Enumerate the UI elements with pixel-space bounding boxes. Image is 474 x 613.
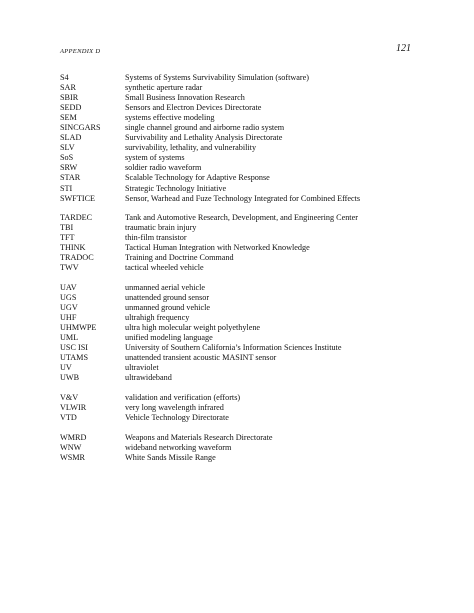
acronym-term: TRADOC bbox=[60, 253, 94, 263]
acronym-row bbox=[60, 293, 420, 303]
acronym-row bbox=[60, 83, 420, 93]
acronym-term: SEM bbox=[60, 113, 77, 123]
acronym-group bbox=[60, 73, 420, 204]
acronym-definition: wideband networking waveform bbox=[125, 442, 232, 452]
acronym-term: TWV bbox=[60, 263, 79, 273]
acronym-term: TBI bbox=[60, 223, 74, 233]
acronym-definition: ultrahigh frequency bbox=[125, 313, 190, 323]
acronym-row bbox=[60, 233, 420, 243]
acronym-term: SINCGARS bbox=[60, 123, 101, 133]
acronym-row bbox=[60, 123, 420, 133]
acronym-term: SLAD bbox=[60, 133, 82, 143]
acronym-definition: Small Business Innovation Research bbox=[125, 93, 245, 103]
acronym-definition: Survivability and Lethality Analysis Directorate bbox=[125, 133, 283, 143]
acronym-definition: ultra high molecular weight polyethylene bbox=[125, 323, 261, 333]
acronym-definition: system of systems bbox=[125, 153, 185, 163]
acronym-definition: thin-film transistor bbox=[125, 233, 187, 243]
acronym-term: WMRD bbox=[60, 432, 87, 442]
acronym-row bbox=[60, 93, 420, 103]
acronym-row bbox=[60, 353, 420, 363]
acronym-row bbox=[60, 403, 420, 413]
acronym-term: UV bbox=[60, 363, 72, 373]
acronym-definition: traumatic brain injury bbox=[125, 223, 197, 233]
acronym-definition: White Sands Missile Range bbox=[125, 452, 216, 462]
acronym-term: WNW bbox=[60, 442, 82, 452]
acronym-row bbox=[60, 433, 420, 443]
acronym-term: UML bbox=[60, 333, 79, 343]
acronym-term: UWB bbox=[60, 373, 80, 383]
acronym-row bbox=[60, 303, 420, 313]
acronym-definition: unmanned ground vehicle bbox=[125, 302, 211, 312]
acronym-definition: Sensor, Warhead and Fuze Technology Integrated for Combined Effects bbox=[125, 193, 361, 203]
acronym-definition: very long wavelength infrared bbox=[125, 402, 224, 412]
acronym-term: SAR bbox=[60, 83, 76, 93]
acronym-definition: synthetic aperture radar bbox=[125, 83, 203, 93]
acronym-row bbox=[60, 323, 420, 333]
acronym-definition: tactical wheeled vehicle bbox=[125, 263, 204, 273]
acronym-term: VTD bbox=[60, 412, 77, 422]
acronym-definition: Tank and Automotive Research, Development, and Engineering Center bbox=[125, 213, 358, 223]
acronym-row bbox=[60, 413, 420, 423]
acronym-term: SoS bbox=[60, 153, 74, 163]
acronym-definition: Training and Doctrine Command bbox=[125, 253, 234, 263]
acronym-glossary bbox=[60, 73, 420, 472]
acronym-group bbox=[60, 393, 420, 423]
acronym-term: SBIR bbox=[60, 93, 79, 103]
acronym-row bbox=[60, 73, 420, 83]
page-number: 121 bbox=[396, 43, 411, 54]
acronym-term: V&V bbox=[60, 392, 79, 402]
acronym-term: S4 bbox=[60, 73, 69, 82]
acronym-definition: Tactical Human Integration with Networked Knowledge bbox=[125, 243, 310, 253]
acronym-row bbox=[60, 143, 420, 153]
acronym-group bbox=[60, 433, 420, 463]
acronym-row bbox=[60, 184, 420, 194]
acronym-group bbox=[60, 213, 420, 273]
acronym-row bbox=[60, 163, 420, 173]
acronym-row bbox=[60, 263, 420, 273]
acronym-row bbox=[60, 253, 420, 263]
acronym-row bbox=[60, 373, 420, 383]
acronym-row bbox=[60, 283, 420, 293]
acronym-row bbox=[60, 393, 420, 403]
acronym-term: TARDEC bbox=[60, 213, 93, 223]
acronym-term: SEDD bbox=[60, 103, 82, 113]
acronym-definition: ultraviolet bbox=[125, 363, 159, 373]
acronym-group bbox=[60, 283, 420, 383]
acronym-definition: unattended ground sensor bbox=[125, 292, 210, 302]
acronym-term: UTAMS bbox=[60, 353, 89, 363]
acronym-definition: Strategic Technology Initiative bbox=[125, 183, 227, 193]
acronym-row bbox=[60, 243, 420, 253]
acronym-term: SWFTICE bbox=[60, 193, 96, 203]
acronym-row bbox=[60, 343, 420, 353]
acronym-term: STAR bbox=[60, 173, 81, 183]
acronym-term: WSMR bbox=[60, 452, 86, 462]
acronym-term: STI bbox=[60, 183, 73, 193]
acronym-definition: University of Southern California’s Information Sciences Institute bbox=[125, 343, 342, 353]
acronym-definition: survivability, lethality, and vulnerability bbox=[125, 143, 257, 153]
acronym-term: UHMWPE bbox=[60, 323, 97, 333]
acronym-term: UGS bbox=[60, 292, 77, 302]
acronym-definition: unified modeling language bbox=[125, 333, 213, 343]
acronym-definition: soldier radio waveform bbox=[125, 163, 202, 173]
acronym-row bbox=[60, 223, 420, 233]
acronym-row bbox=[60, 443, 420, 453]
acronym-term: THINK bbox=[60, 243, 86, 253]
acronym-definition: unmanned aerial vehicle bbox=[125, 282, 206, 292]
acronym-definition: systems effective modeling bbox=[125, 113, 215, 123]
acronym-row bbox=[60, 113, 420, 123]
acronym-term: TFT bbox=[60, 233, 75, 243]
acronym-definition: Weapons and Materials Research Directorate bbox=[125, 432, 273, 442]
acronym-term: UAV bbox=[60, 282, 77, 292]
acronym-row bbox=[60, 333, 420, 343]
acronym-row bbox=[60, 194, 420, 204]
acronym-row bbox=[60, 153, 420, 163]
acronym-term: USC ISI bbox=[60, 343, 88, 353]
acronym-definition: Vehicle Technology Directorate bbox=[125, 412, 229, 422]
acronym-term: UGV bbox=[60, 302, 78, 312]
acronym-row bbox=[60, 133, 420, 143]
acronym-term: UHF bbox=[60, 313, 77, 323]
acronym-definition: unattended transient acoustic MASINT sensor bbox=[125, 353, 277, 363]
acronym-term: SLV bbox=[60, 143, 75, 153]
acronym-term: VLWIR bbox=[60, 402, 87, 412]
acronym-row bbox=[60, 453, 420, 463]
acronym-definition: Scalable Technology for Adaptive Response bbox=[125, 173, 270, 183]
acronym-definition: ultrawideband bbox=[125, 373, 172, 383]
acronym-definition: validation and verification (efforts) bbox=[125, 392, 241, 402]
acronym-definition: Sensors and Electron Devices Directorate bbox=[125, 103, 262, 113]
acronym-row bbox=[60, 363, 420, 373]
acronym-definition: Systems of Systems Survivability Simulation (software) bbox=[125, 73, 309, 82]
acronym-row bbox=[60, 173, 420, 183]
acronym-definition: single channel ground and airborne radio system bbox=[125, 123, 285, 133]
acronym-row bbox=[60, 213, 420, 223]
running-head: APPENDIX D bbox=[60, 48, 101, 55]
acronym-row bbox=[60, 313, 420, 323]
acronym-row bbox=[60, 103, 420, 113]
acronym-term: SRW bbox=[60, 163, 78, 173]
